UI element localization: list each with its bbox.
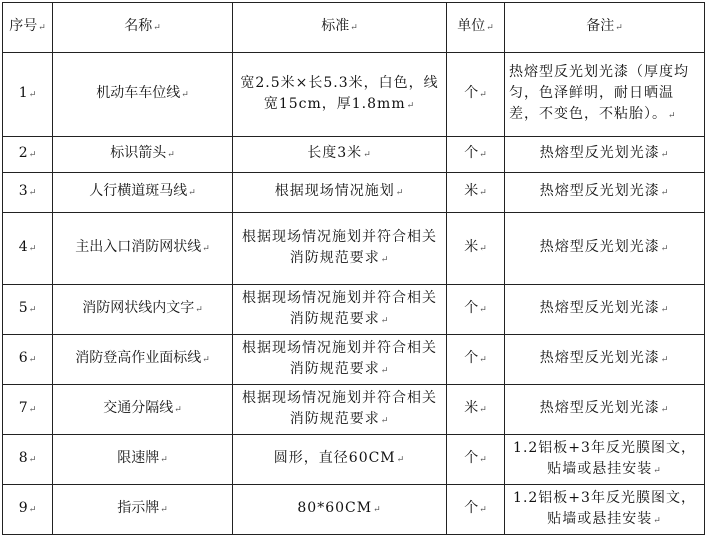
table-row <box>3 173 705 213</box>
cell-seq <box>3 385 53 435</box>
header-spec-label: 标准 ↵ <box>321 18 358 34</box>
seq-text: 2 ↵ <box>19 145 36 161</box>
cell-name <box>53 213 233 285</box>
cell-unit <box>447 137 505 173</box>
note-text: 热熔型反光划光漆 ↵ <box>540 300 670 316</box>
note-text: 1.2铝板+3年反光膜图文，贴墙或悬挂安装 ↵ <box>513 440 696 477</box>
name-text: 消防登高作业面标线 ↵ <box>75 350 210 366</box>
unit-text: 米 ↵ <box>464 400 487 416</box>
cell-unit <box>447 213 505 285</box>
seq-text: 1 ↵ <box>19 85 36 101</box>
spec-text: 根据现场情况施划 ↵ <box>275 183 405 199</box>
note-text: 热熔型反光划光漆 ↵ <box>540 239 670 255</box>
spec-text: 根据现场情况施划并符合相关消防规范要求 ↵ <box>242 340 437 377</box>
cell-seq <box>3 173 53 213</box>
cell-name <box>53 435 233 485</box>
spec-text: 根据现场情况施划并符合相关消防规范要求 ↵ <box>242 290 437 327</box>
seq-text: 7 ↵ <box>19 400 36 416</box>
cell-note <box>505 53 705 137</box>
spec-table <box>2 2 705 535</box>
unit-text: 个 ↵ <box>464 450 487 466</box>
cell-unit <box>447 53 505 137</box>
cell-spec <box>233 213 447 285</box>
header-unit-label: 单位 ↵ <box>457 18 494 34</box>
cell-seq <box>3 485 53 535</box>
unit-text: 米 ↵ <box>464 183 487 199</box>
unit-text: 个 ↵ <box>464 300 487 316</box>
cell-spec <box>233 53 447 137</box>
name-text: 标识箭头 ↵ <box>110 145 175 161</box>
cell-spec <box>233 485 447 535</box>
cell-note <box>505 485 705 535</box>
header-row <box>3 3 705 53</box>
unit-text: 个 ↵ <box>464 145 487 161</box>
spec-text: 圆形，直径60CM ↵ <box>274 450 405 466</box>
name-text: 机动车车位线 ↵ <box>96 85 189 101</box>
cell-note <box>505 385 705 435</box>
unit-text: 个 ↵ <box>464 350 487 366</box>
name-text: 交通分隔线 ↵ <box>103 400 182 416</box>
table-row <box>3 137 705 173</box>
cell-seq <box>3 137 53 173</box>
cell-unit <box>447 385 505 435</box>
seq-text: 9 ↵ <box>19 500 36 516</box>
cell-spec <box>233 335 447 385</box>
name-text: 人行横道斑马线 ↵ <box>89 183 196 199</box>
unit-text: 米 ↵ <box>464 239 487 255</box>
cell-seq <box>3 285 53 335</box>
table-header <box>3 3 705 53</box>
cell-note <box>505 435 705 485</box>
cell-name <box>53 285 233 335</box>
cell-note <box>505 213 705 285</box>
cell-unit <box>447 285 505 335</box>
unit-text: 个 ↵ <box>464 85 487 101</box>
table-row <box>3 285 705 335</box>
seq-text: 8 ↵ <box>19 450 36 466</box>
seq-text: 4 ↵ <box>19 239 36 255</box>
cell-unit <box>447 485 505 535</box>
name-text: 指示牌 ↵ <box>117 500 168 516</box>
table-row <box>3 485 705 535</box>
note-text: 1.2铝板+3年反光膜图文，贴墙或悬挂安装 ↵ <box>513 490 696 527</box>
cell-name <box>53 137 233 173</box>
header-seq-label: 序号 ↵ <box>9 18 46 34</box>
cell-unit <box>447 335 505 385</box>
cell-note <box>505 285 705 335</box>
note-text: 热熔型反光划光漆 ↵ <box>540 145 670 161</box>
cell-spec <box>233 285 447 335</box>
seq-text: 5 ↵ <box>19 300 36 316</box>
spec-text: 根据现场情况施划并符合相关消防规范要求 ↵ <box>242 229 437 266</box>
cell-unit <box>447 435 505 485</box>
cell-note <box>505 173 705 213</box>
note-text: 热熔型反光划光漆（厚度均匀，色泽鲜明，耐日晒温差，不变色，不粘胎）。 ↵ <box>509 64 689 122</box>
cell-spec <box>233 137 447 173</box>
cell-note <box>505 335 705 385</box>
spec-text: 80*60CM ↵ <box>297 500 381 516</box>
header-seq <box>3 3 53 53</box>
table-row <box>3 385 705 435</box>
cell-seq <box>3 213 53 285</box>
header-name <box>53 3 233 53</box>
header-note-label: 备注 ↵ <box>586 18 623 34</box>
table-row <box>3 435 705 485</box>
cell-spec <box>233 385 447 435</box>
header-name-label: 名称 ↵ <box>124 18 161 34</box>
seq-text: 6 ↵ <box>19 350 36 366</box>
spec-text: 根据现场情况施划并符合相关消防规范要求 ↵ <box>242 390 437 427</box>
note-text: 热熔型反光划光漆 ↵ <box>540 350 670 366</box>
note-text: 热熔型反光划光漆 ↵ <box>540 183 670 199</box>
header-unit <box>447 3 505 53</box>
cell-seq <box>3 435 53 485</box>
header-note <box>505 3 705 53</box>
table-body <box>3 53 705 535</box>
name-text: 限速牌 ↵ <box>117 450 168 466</box>
spec-text: 长度3米 ↵ <box>307 145 371 161</box>
cell-name <box>53 385 233 435</box>
header-spec <box>233 3 447 53</box>
note-text: 热熔型反光划光漆 ↵ <box>540 400 670 416</box>
name-text: 主出入口消防网状线 ↵ <box>75 239 210 255</box>
cell-seq <box>3 335 53 385</box>
cell-name <box>53 173 233 213</box>
spec-text: 宽2.5米×长5.3米，白色，线宽15cm，厚1.8mm ↵ <box>240 75 438 112</box>
cell-name <box>53 335 233 385</box>
table-row <box>3 335 705 385</box>
table-row <box>3 213 705 285</box>
cell-name <box>53 485 233 535</box>
cell-spec <box>233 435 447 485</box>
table-row <box>3 53 705 137</box>
cell-seq <box>3 53 53 137</box>
unit-text: 个 ↵ <box>464 500 487 516</box>
seq-text: 3 ↵ <box>19 183 36 199</box>
name-text: 消防网状线内文字 ↵ <box>82 300 203 316</box>
cell-name <box>53 53 233 137</box>
cell-unit <box>447 173 505 213</box>
cell-spec <box>233 173 447 213</box>
cell-note <box>505 137 705 173</box>
